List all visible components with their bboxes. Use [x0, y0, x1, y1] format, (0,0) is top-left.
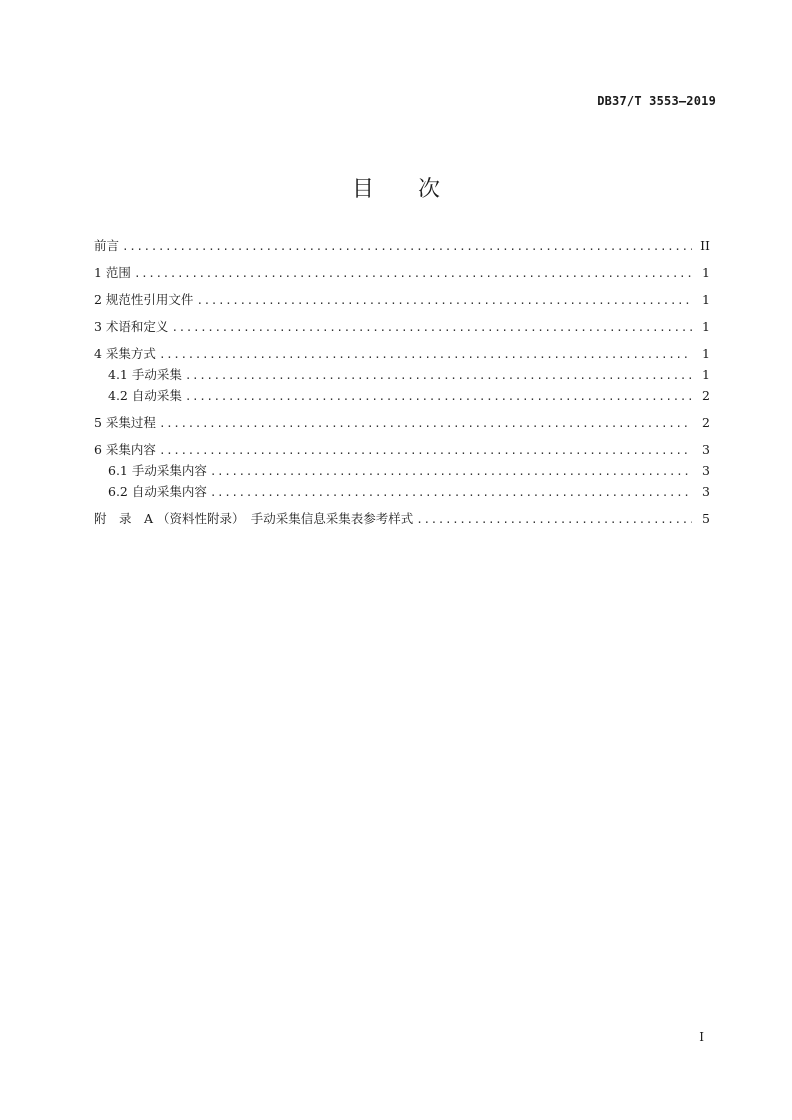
toc-entry-terms-definitions[interactable] — [94, 317, 710, 338]
toc-entry-page: 3 — [702, 442, 710, 457]
toc-entry-label: 2 规范性引用文件 — [94, 292, 194, 307]
toc-entry-scope[interactable] — [94, 263, 710, 284]
toc-entry-page: 1 — [702, 319, 710, 334]
toc-entry-page: II — [700, 238, 710, 253]
toc-entry-page: 1 — [702, 346, 710, 361]
toc-leader-dots — [210, 462, 692, 482]
toc-entry-label: 3 术语和定义 — [94, 319, 169, 334]
toc-entry-automatic-collection-content[interactable] — [94, 482, 710, 503]
toc-entry-label: 4.1 手动采集 — [108, 367, 182, 382]
toc-entry-label: 5 采集过程 — [94, 415, 156, 430]
toc-leader-dots — [196, 291, 692, 311]
toc-leader-dots — [185, 387, 692, 407]
toc-entry-label: 附 录 A （资料性附录） 手动采集信息采集表参考样式 — [94, 511, 414, 526]
toc-entry-automatic-collection[interactable] — [94, 386, 710, 407]
toc-leader-dots — [210, 483, 692, 503]
toc-entry-label: 4 采集方式 — [94, 346, 156, 361]
toc-entry-page: 5 — [702, 511, 710, 526]
toc-entry-label: 4.2 自动采集 — [108, 388, 182, 403]
title-char-1: 目 — [351, 177, 374, 202]
toc-leader-dots — [122, 237, 692, 257]
toc-entry-manual-collection-content[interactable] — [94, 461, 710, 482]
standard-code: DB37/T 3553—2019 — [597, 94, 716, 108]
toc-entry-label: 6.1 手动采集内容 — [108, 463, 207, 478]
toc-leader-dots — [134, 264, 692, 284]
toc-entry-page: 3 — [702, 484, 710, 499]
toc-entry-page: 2 — [702, 388, 710, 403]
toc-entry-label: 前言 — [94, 238, 120, 253]
toc-entry-page: 1 — [702, 265, 710, 280]
toc-entry-foreword[interactable] — [94, 236, 710, 257]
toc-leader-dots — [159, 414, 692, 434]
toc-leader-dots — [171, 318, 692, 338]
toc-leader-dots — [159, 345, 692, 365]
toc-entry-collection-content[interactable] — [94, 440, 710, 461]
toc-entry-collection-methods[interactable] — [94, 344, 710, 365]
toc-entry-page: 3 — [702, 463, 710, 478]
toc-entry-page: 1 — [702, 367, 710, 382]
toc-leader-dots — [159, 441, 692, 461]
toc-entry-label: 1 范围 — [94, 265, 131, 280]
toc-entry-page: 1 — [702, 292, 710, 307]
page-title — [0, 172, 792, 203]
toc-entry-label: 6.2 自动采集内容 — [108, 484, 207, 499]
table-of-contents — [94, 236, 710, 530]
toc-entry-normative-references[interactable] — [94, 290, 710, 311]
toc-leader-dots — [185, 366, 692, 386]
toc-entry-collection-process[interactable] — [94, 413, 710, 434]
toc-entry-page: 2 — [702, 415, 710, 430]
toc-entry-label: 6 采集内容 — [94, 442, 156, 457]
toc-entry-appendix-a[interactable] — [94, 509, 710, 530]
page-number: I — [699, 1030, 704, 1044]
toc-leader-dots — [416, 510, 692, 530]
toc-entry-manual-collection[interactable] — [94, 365, 710, 386]
title-char-2: 次 — [418, 177, 441, 202]
